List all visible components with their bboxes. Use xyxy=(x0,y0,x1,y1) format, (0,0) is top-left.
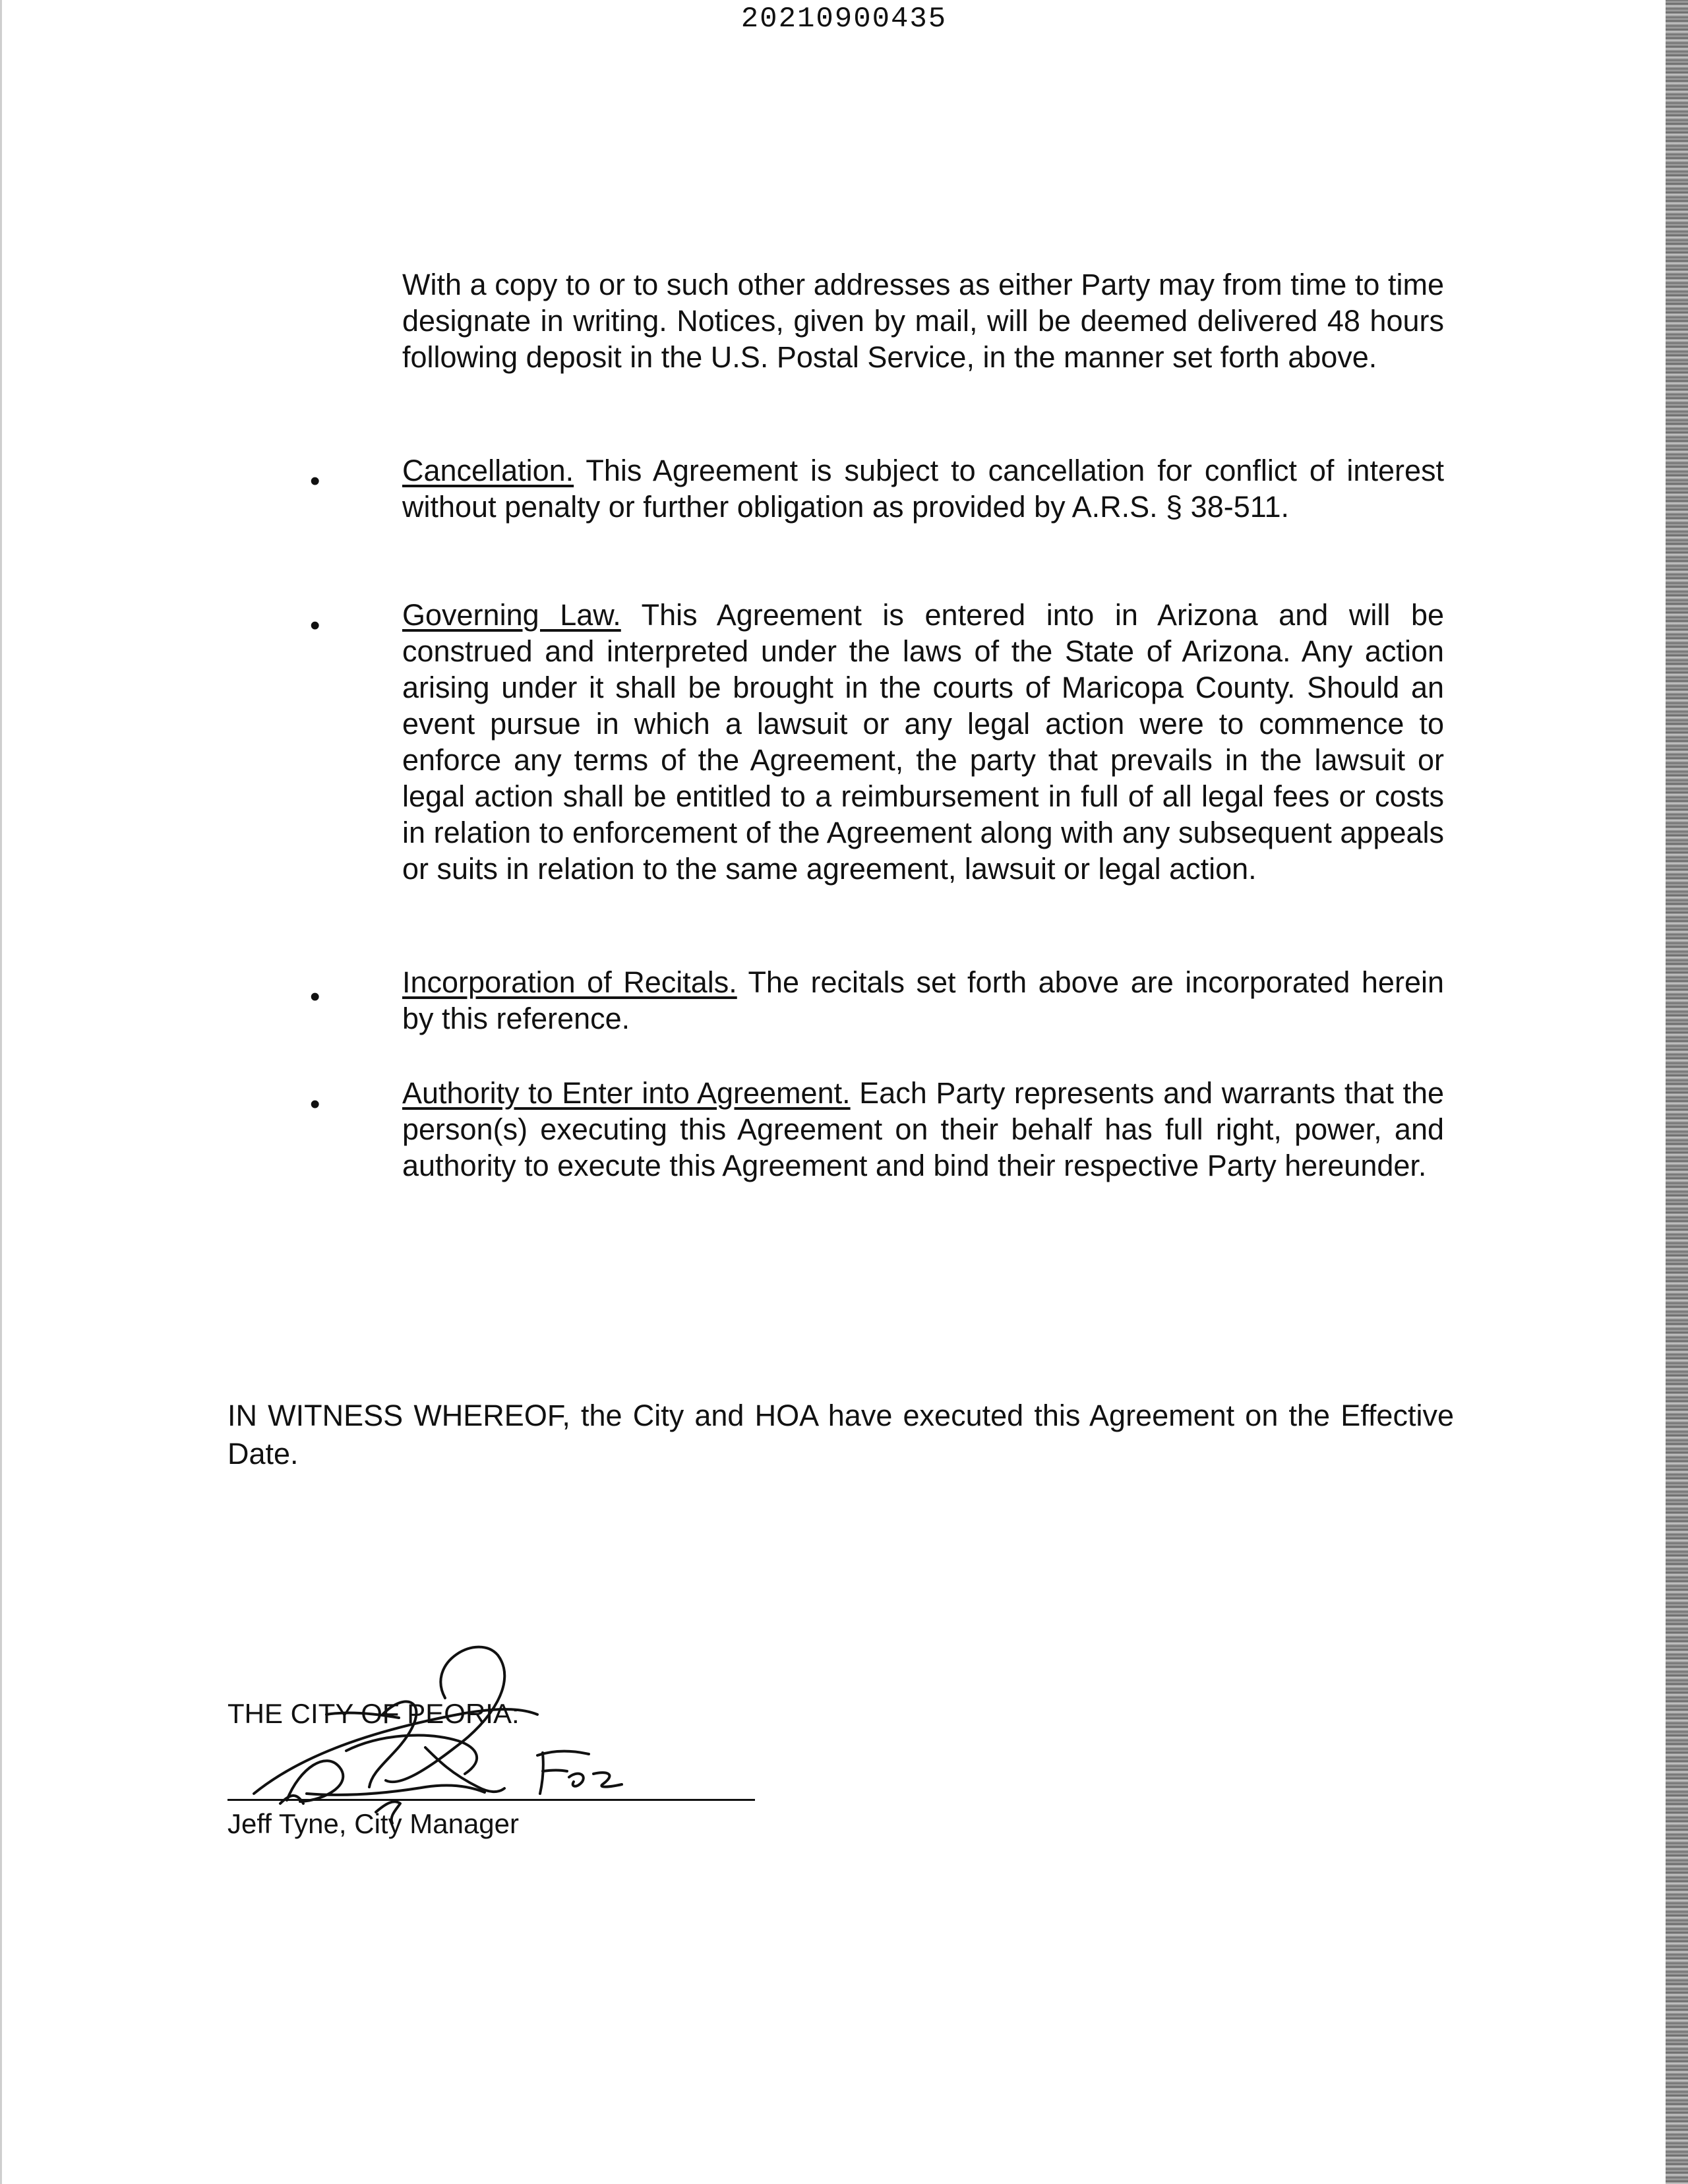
bullet-marker: • xyxy=(310,465,320,497)
bullet-marker: • xyxy=(310,609,320,642)
signature-block xyxy=(227,1635,821,1846)
section-heading: Authority to Enter into Agreement. xyxy=(402,1076,851,1110)
section-authority xyxy=(402,1075,1444,1184)
section-heading: Incorporation of Recitals. xyxy=(402,965,737,999)
section-heading: Governing Law. xyxy=(402,598,621,632)
signature-heading: THE CITY OF PEORIA: xyxy=(227,1698,520,1729)
signatory-name: Jeff Tyne, City Manager xyxy=(227,1808,520,1839)
bullet-marker: • xyxy=(310,981,320,1013)
document-number: 20210900435 xyxy=(740,3,948,36)
section-text: This Agreement is subject to cancellation for conflict of interest without penalty or further obligation as provided by A.R.S. § 38-511. xyxy=(402,454,1444,524)
intro-paragraph: With a copy to or to such other addresses as either Party may from time to time designate in writing. Notices, given by mail, will be deemed delivered 48 hours following deposit in the U.S. Postal Service, in the manner set forth above. xyxy=(402,268,1444,374)
scan-edge-left xyxy=(0,0,2,2184)
section-text: The recitals set forth above are incorporated herein by this reference. xyxy=(402,965,1444,1035)
section-text: This Agreement is entered into in Arizona and will be construed and interpreted under the laws of the State of Arizona. Any action arising under it shall be brought in the courts of Maricopa County. Should an event pursue in which a lawsuit or any legal action were to commence to enforce any terms of the Agreement, the party that prevails in the lawsuit or legal action shall be entitled to a reimbursement in full of all legal fees or costs in relation to enforcement of the Agreement along with any subsequent appeals or suits in relation to the same agreement, lawsuit or legal action. xyxy=(402,598,1445,886)
section-text: Each Party represents and warrants that the person(s) executing this Agreement on their behalf has full right, power, and authority to execute this Agreement and bind their respective Party hereunder. xyxy=(402,1076,1445,1182)
section-heading: Cancellation. xyxy=(402,454,574,487)
section-governing-law xyxy=(402,597,1444,887)
witness-clause: IN WITNESS WHEREOF, the City and HOA have executed this Agreement on the Effective Date. xyxy=(227,1399,1454,1471)
section-cancellation xyxy=(402,452,1444,525)
section-incorporation-of-recitals xyxy=(402,964,1444,1037)
signature-line xyxy=(227,1799,755,1801)
scan-edge-right xyxy=(1666,0,1688,2184)
bullet-marker: • xyxy=(310,1088,320,1120)
